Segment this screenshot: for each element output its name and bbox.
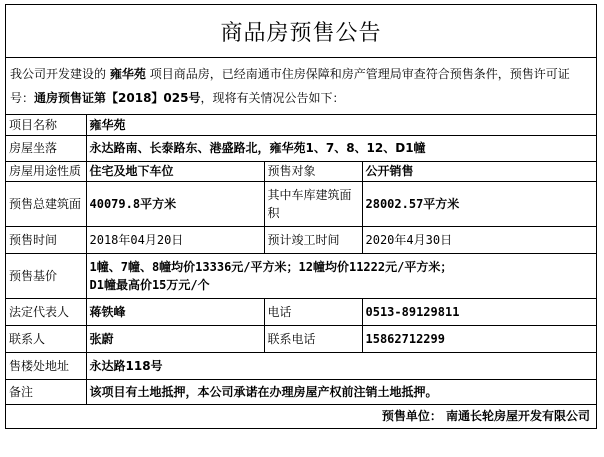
area-label: 预售总建筑面 [6,181,86,226]
table-row [6,352,596,379]
presale-unit: 预售单位： 南通长轮房屋开发有限公司 [6,404,596,428]
intro-text-3: ，现将有关情况公告如下： [200,91,345,105]
table-row [6,325,596,352]
phone-value: 0513-89129811 [362,298,596,325]
garage-area-label: 其中车库建筑面积 [264,181,362,226]
legal-rep-value: 蒋铁峰 [86,298,264,325]
contact-label: 联系人 [6,325,86,352]
project-name-value: 雍华苑 [86,115,596,135]
project-name-label: 项目名称 [6,115,86,135]
area-value: 40079.8平方米 [86,181,264,226]
price-value [86,253,596,298]
intro-project-name: 雍华苑 [109,67,146,81]
presale-notice [5,4,597,429]
price-line-1: 1幢、7幢、8幢均价13336元/平方米；12幢均价11222元/平方米； [89,259,453,274]
notice-title: 商品房预售公告 [220,20,382,46]
completion-time-label: 预计竣工时间 [264,226,362,253]
intro-text-1: 我公司开发建设的 [10,67,107,81]
contact-phone-value: 15862712299 [362,325,596,352]
intro-paragraph [6,58,596,115]
location-label: 房屋坐落 [6,135,86,161]
usage-value: 住宅及地下车位 [86,161,264,181]
table-row [6,298,596,325]
info-table [6,115,596,428]
intro-permit-number: 通房预售证第【2018】025号 [34,91,201,105]
presale-time-value: 2018年04月20日 [86,226,264,253]
note-label: 备注 [6,379,86,404]
phone-label: 电话 [264,298,362,325]
table-row [6,181,596,226]
table-row [6,115,596,135]
price-label: 预售基价 [6,253,86,298]
sales-office-value: 永达路118号 [86,352,596,379]
contact-value: 张蔚 [86,325,264,352]
table-row [6,404,596,428]
price-line-2: D1幢最高价15万元/个 [89,277,210,292]
intro-text-2: 项目商品房，已经南通市住房保障和房产管理局审查符合预售条件，预售许可证号： [10,67,570,105]
table-row [6,161,596,181]
target-label: 预售对象 [264,161,362,181]
sales-office-label: 售楼处地址 [6,352,86,379]
garage-area-value: 28002.57平方米 [362,181,596,226]
note-value: 该项目有土地抵押，本公司承诺在办理房屋产权前注销土地抵押。 [86,379,596,404]
contact-phone-label: 联系电话 [264,325,362,352]
completion-time-value: 2020年4月30日 [362,226,596,253]
table-row [6,253,596,298]
presale-time-label: 预售时间 [6,226,86,253]
usage-label: 房屋用途性质 [6,161,86,181]
table-row [6,135,596,161]
legal-rep-label: 法定代表人 [6,298,86,325]
table-row [6,379,596,404]
title-row [6,5,596,58]
target-value: 公开销售 [362,161,596,181]
table-row [6,226,596,253]
location-value: 永达路南、长泰路东、港盛路北，雍华苑1、7、8、12、D1幢 [86,135,596,161]
